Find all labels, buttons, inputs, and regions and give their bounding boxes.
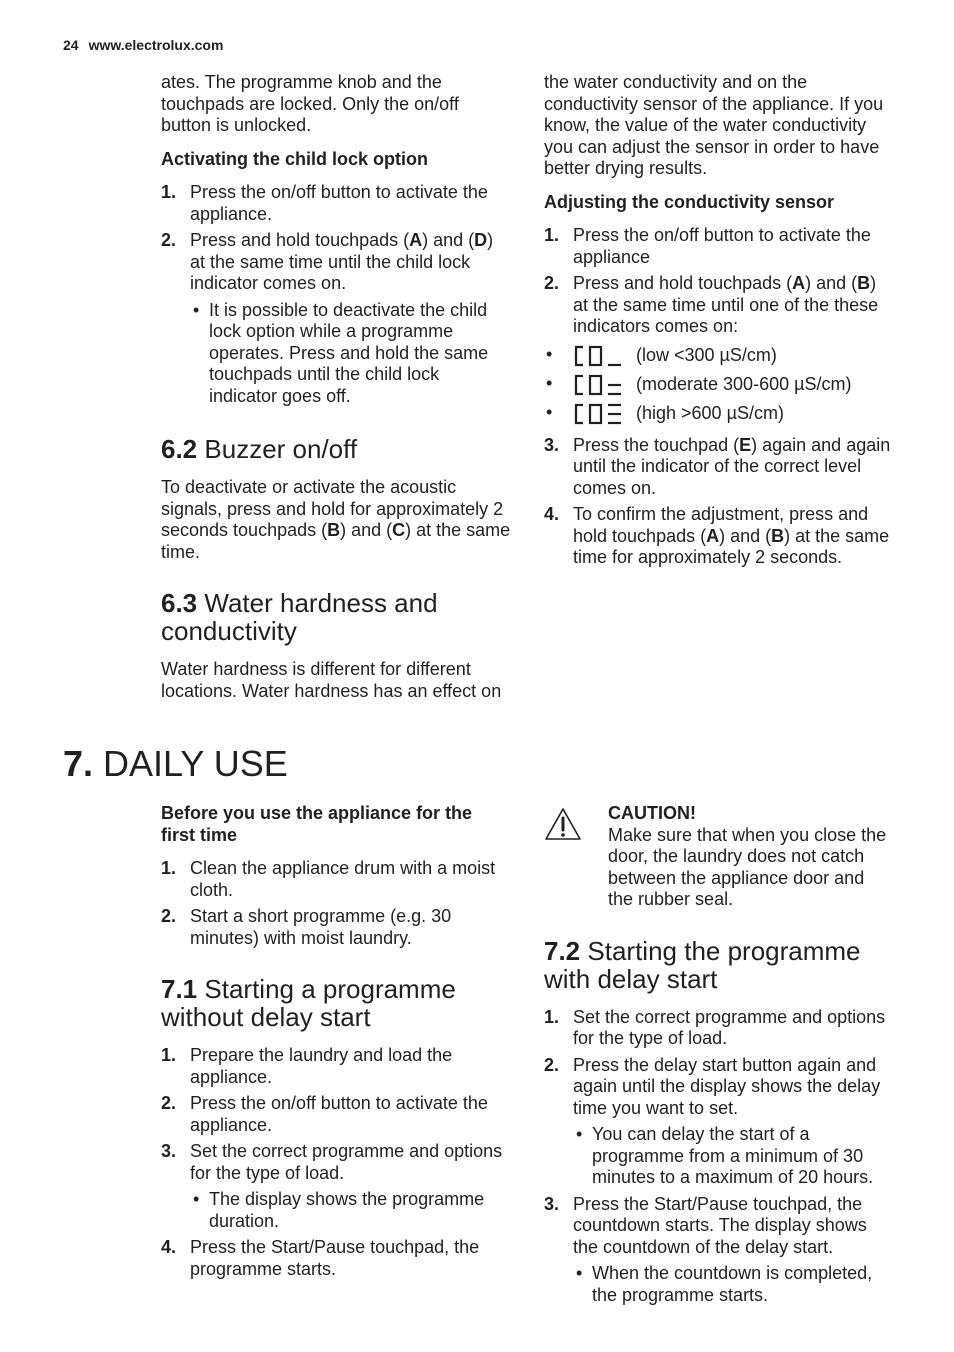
step-number: 4.	[161, 1237, 177, 1257]
left-column-top	[161, 72, 511, 714]
step-text: Prepare the laundry and load the appliance.	[190, 1045, 453, 1087]
caution-title: CAUTION!	[608, 803, 696, 823]
list-item	[544, 504, 894, 569]
water-hardness-paragraph: Water hardness is different for different locations. Water hardness has an effect on	[161, 659, 502, 701]
step-text: Set the correct programme and options for the type of load.	[573, 1006, 886, 1048]
touchpad-key: C	[392, 520, 406, 540]
step-number: 2.	[161, 230, 177, 250]
step-text: Press and hold touchpads (A) and (D) at the same time until the child lock indicator comes on.	[190, 230, 494, 293]
step-text: Press the delay start button again and again until the display shows the delay time you want to set.	[573, 1054, 881, 1118]
indicator-list	[544, 342, 894, 429]
conductivity-intro: the water conductivity and on the conductivity sensor of the appliance. If you know, the value of the water conductivity you can adjust the sensor in order to have better drying results.	[544, 72, 884, 178]
section-heading-6-3: 6.3 Water hardness and conductivity	[161, 588, 438, 646]
right-column-bottom	[544, 803, 894, 1316]
step-number: 1.	[544, 225, 560, 245]
list-item	[161, 230, 511, 407]
list-item	[161, 1093, 511, 1136]
before-first-use-heading: Before you use the appliance for the first time	[161, 803, 473, 845]
list-item	[161, 1237, 511, 1280]
indicator-item	[544, 342, 894, 371]
chapter-heading: 7. DAILY USE	[63, 743, 288, 784]
list-item	[161, 1045, 511, 1088]
buzzer-paragraph: To deactivate or activate the acoustic signals, press and hold for approximately 2 seconds touchpads (B) and (C) at the same time.	[161, 477, 511, 562]
step-number: 1.	[161, 182, 177, 202]
step-number: 2.	[544, 1054, 560, 1075]
indicator-label: • (moderate 300-600 µS/cm)	[636, 374, 852, 395]
caution-text: Make sure that when you close the door, the laundry does not catch between the appliance door and the rubber seal.	[608, 824, 887, 909]
list-item	[161, 906, 511, 949]
adjust-sensor-steps	[544, 225, 894, 338]
display-moderate-icon	[572, 373, 622, 397]
intro-paragraph: ates. The programme knob and the touchpads are locked. Only the on/off button is unlocked.	[161, 72, 459, 135]
step-number: 4.	[544, 504, 560, 524]
right-column-top	[544, 72, 894, 579]
step-text: Press the on/off button to activate the appliance.	[190, 1093, 488, 1135]
list-item	[544, 273, 894, 338]
adjust-sensor-heading: Adjusting the conductivity sensor	[544, 191, 835, 212]
step-text: Press and hold touchpads (A) and (B) at the same time until one of the these indicators comes on:	[573, 273, 879, 336]
list-item	[544, 1055, 894, 1189]
delay-start-steps	[544, 1007, 894, 1307]
note-list	[190, 1189, 511, 1232]
touchpad-key: D	[474, 230, 488, 250]
note-list	[573, 1263, 894, 1306]
step-text: To confirm the adjustment, press and hold touchpads (A) and (B) at the same time for approximately 2 seconds.	[573, 504, 890, 567]
touchpad-key: B	[857, 273, 871, 293]
start-without-delay-steps	[161, 1045, 511, 1280]
step-text: Press the Start/Pause touchpad, the programme starts.	[190, 1237, 480, 1279]
step-number: 3.	[544, 434, 560, 455]
warning-triangle-icon	[544, 807, 582, 841]
page-number: 24	[63, 37, 79, 53]
list-item	[544, 435, 894, 500]
list-item	[161, 182, 511, 225]
list-item	[544, 225, 894, 268]
page-header	[63, 37, 223, 53]
step-number: 3.	[544, 1193, 560, 1214]
note-item: • You can delay the start of a programme from a minimum of 30 minutes to a maximum of 20 hours.	[573, 1124, 894, 1189]
note-item: • The display shows the programme duration.	[190, 1189, 511, 1232]
step-text: Set the correct programme and options for the type of load.	[190, 1141, 503, 1183]
section-heading-6-2: 6.2 Buzzer on/off	[161, 434, 358, 464]
child-lock-steps	[161, 182, 511, 407]
adjust-sensor-steps-continued	[544, 435, 894, 569]
touchpad-key: B	[771, 525, 785, 546]
step-number: 2.	[161, 906, 177, 926]
caution-box	[544, 803, 894, 911]
step-text: Press the on/off button to activate the appliance	[573, 225, 871, 267]
section-heading-7-2: 7.2 Starting the programme with delay start	[544, 935, 861, 994]
step-number: 1.	[544, 1006, 560, 1027]
note-item: • When the countdown is completed, the programme starts.	[573, 1263, 894, 1306]
step-text: Press the Start/Pause touchpad, the countdown starts. The display shows the countdown of the delay start.	[573, 1193, 867, 1257]
touchpad-key: A	[706, 525, 720, 546]
before-first-use-steps	[161, 858, 511, 949]
list-item	[544, 1007, 894, 1050]
indicator-item	[544, 400, 894, 429]
touchpad-key: E	[739, 434, 752, 455]
indicator-label: • (low <300 µS/cm)	[636, 345, 777, 366]
indicator-item	[544, 371, 894, 400]
child-lock-heading: Activating the child lock option	[161, 148, 429, 169]
list-item	[161, 1141, 511, 1232]
indicator-label: • (high >600 µS/cm)	[636, 403, 784, 424]
step-number: 3.	[161, 1141, 177, 1161]
note-list	[573, 1124, 894, 1189]
list-item	[161, 858, 511, 901]
step-text: Clean the appliance drum with a moist cloth.	[190, 858, 496, 900]
step-number: 2.	[161, 1093, 177, 1113]
touchpad-key: B	[327, 520, 341, 540]
step-text: Press the on/off button to activate the appliance.	[190, 182, 488, 224]
list-item	[544, 1194, 894, 1307]
display-high-icon	[572, 402, 622, 426]
left-column-bottom	[161, 803, 511, 1290]
note-item: • It is possible to deactivate the child lock option while a programme operates. Press and hold the same touchpads until the child lock indicator goes off.	[190, 300, 511, 408]
step-number: 1.	[161, 858, 177, 878]
step-number: 1.	[161, 1045, 177, 1065]
step-number: 2.	[544, 273, 560, 293]
step-text: Start a short programme (e.g. 30 minutes) with moist laundry.	[190, 906, 452, 948]
note-list	[190, 300, 511, 408]
touchpad-key: A	[792, 273, 806, 293]
touchpad-key: A	[409, 230, 423, 250]
step-text: Press the touchpad (E) again and again until the indicator of the correct level comes on.	[573, 434, 891, 498]
display-low-icon	[572, 344, 622, 368]
section-heading-7-1: 7.1 Starting a programme without delay start	[161, 974, 456, 1032]
website-url: www.electrolux.com	[88, 37, 224, 53]
